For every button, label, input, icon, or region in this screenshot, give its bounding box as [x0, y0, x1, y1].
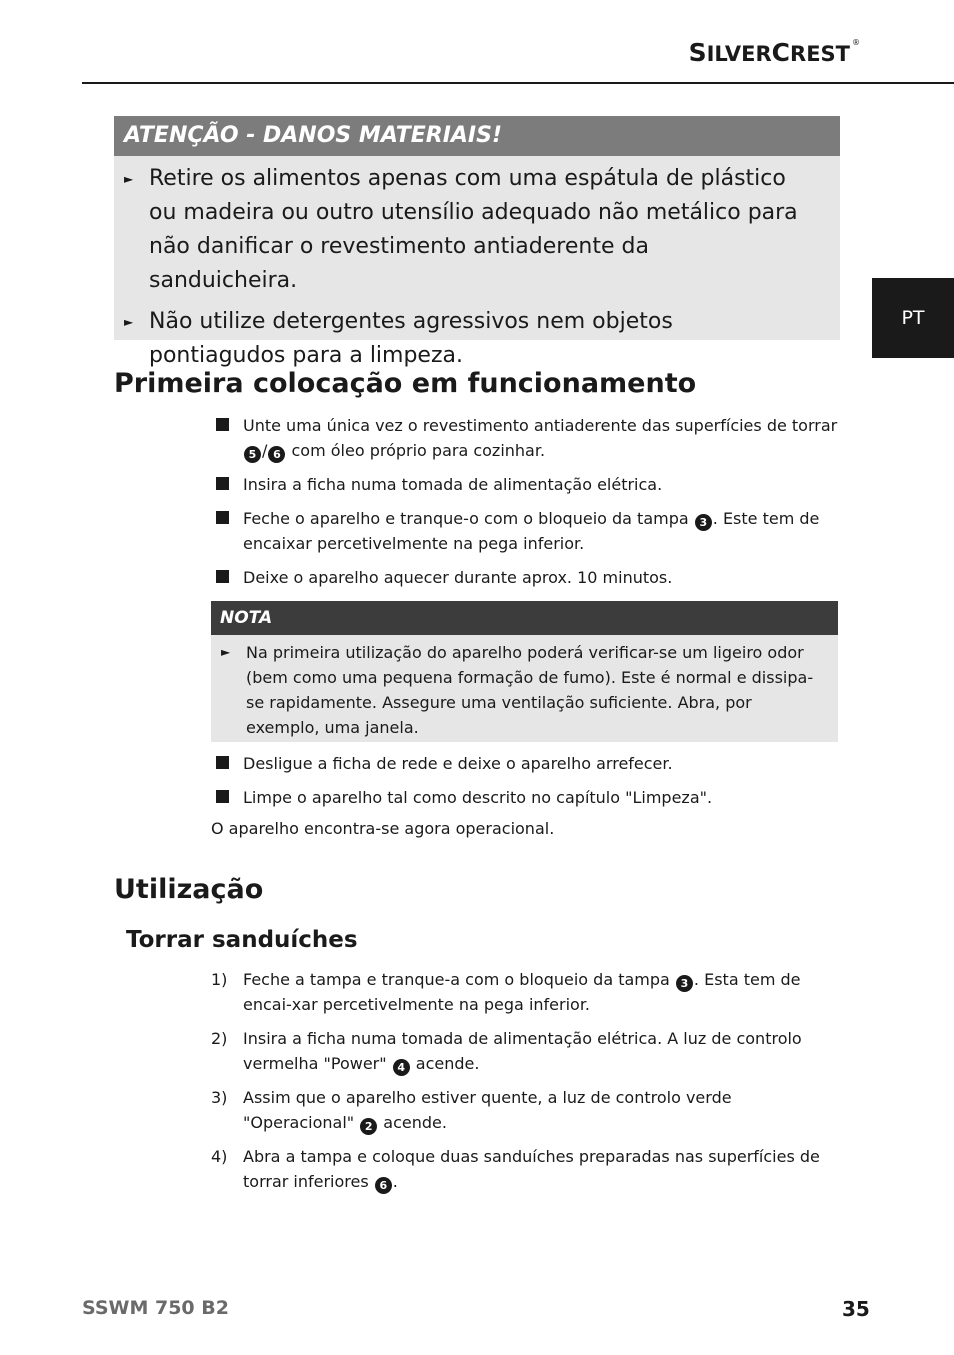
- square-bullet-icon: [216, 756, 229, 769]
- list-item: Feche o aparelho e tranque-o com o bloqueio da tampa 3 . Este tem de encaixar percetivelmente na pega inferior.: [216, 506, 846, 556]
- page-number: 35: [842, 1297, 870, 1321]
- square-bullet-icon: [216, 570, 229, 583]
- first-use-list-after: [216, 751, 846, 819]
- brand-logo: SILVERCREST ®: [688, 38, 860, 67]
- step-item: 4) Abra a tampa e coloque duas sanduíches preparadas nas superfícies de torrar inferiores 6 .: [211, 1147, 820, 1192]
- step-item: 1) Feche a tampa e tranque-a com o bloqueio da tampa 3 . Esta tem de encai-xar percetivelmente na pega inferior.: [211, 970, 801, 1014]
- section-title-use: Utilização: [114, 874, 264, 905]
- ref-number-icon: 4: [393, 1059, 410, 1076]
- note-body: ► Na primeira utilização do aparelho poderá verificar-se um ligeiro odor (bem como uma pequena formação de fumo). Este é normal e dissipa-se rapidamente. Assegure uma ventilação suficiente. Abra, por exemplo, uma janela.: [211, 635, 838, 740]
- square-bullet-icon: [216, 790, 229, 803]
- square-bullet-icon: [216, 418, 229, 431]
- toast-steps-list: [211, 967, 841, 1203]
- warning-box: [114, 116, 840, 368]
- ref-number-icon: 3: [676, 975, 693, 992]
- footer-model: SSWM 750 B2: [82, 1297, 229, 1319]
- triangle-bullet-icon: ►: [124, 315, 134, 329]
- first-use-list: [216, 413, 846, 599]
- note-box: [211, 601, 838, 742]
- list-item: Desligue a ficha de rede e deixe o aparelho arrefecer.: [216, 751, 846, 776]
- warning-title: ATENÇÃO - DANOS MATERIAIS!: [114, 116, 840, 156]
- header-rule: [82, 82, 954, 84]
- warning-item: ► Retire os alimentos apenas com uma espátula de plástico ou madeira ou outro utensílio adequado não metálico para não danificar o revestimento antiaderente da sanduicheira.: [114, 162, 840, 298]
- ref-number-icon: 6: [268, 446, 285, 463]
- ref-number-icon: 2: [360, 1118, 377, 1135]
- triangle-bullet-icon: ►: [124, 172, 134, 186]
- list-item: Unte uma única vez o revestimento antiaderente das superfícies de torrar 5 / 6 com óleo próprio para cozinhar.: [216, 413, 846, 463]
- ref-number-icon: 6: [375, 1177, 392, 1194]
- ref-number-icon: 3: [695, 514, 712, 531]
- note-title: NOTA: [211, 601, 838, 635]
- step-item: 3) Assim que o aparelho estiver quente, a luz de controlo verde "Operacional" 2 acende.: [211, 1088, 732, 1133]
- section-title-first-use: Primeira colocação em funcionamento: [114, 368, 697, 399]
- operational-statement: O aparelho encontra-se agora operacional.: [211, 819, 555, 838]
- square-bullet-icon: [216, 511, 229, 524]
- triangle-bullet-icon: ►: [221, 645, 231, 659]
- subsection-title-toast: Torrar sanduíches: [126, 927, 358, 953]
- list-item: Deixe o aparelho aquecer durante aprox. 10 minutos.: [216, 565, 846, 590]
- ref-number-icon: 5: [244, 446, 261, 463]
- warning-list: [114, 156, 840, 373]
- list-item: Limpe o aparelho tal como descrito no capítulo "Limpeza".: [216, 785, 846, 810]
- language-tab: PT: [872, 278, 954, 358]
- square-bullet-icon: [216, 477, 229, 490]
- step-item: 2) Insira a ficha numa tomada de alimentação elétrica. A luz de controlo vermelha "Power" 4 acende.: [211, 1029, 802, 1074]
- list-item: Insira a ficha numa tomada de alimentação elétrica.: [216, 472, 846, 497]
- warning-item: ► Não utilize detergentes agressivos nem objetos pontiagudos para a limpeza.: [114, 305, 840, 373]
